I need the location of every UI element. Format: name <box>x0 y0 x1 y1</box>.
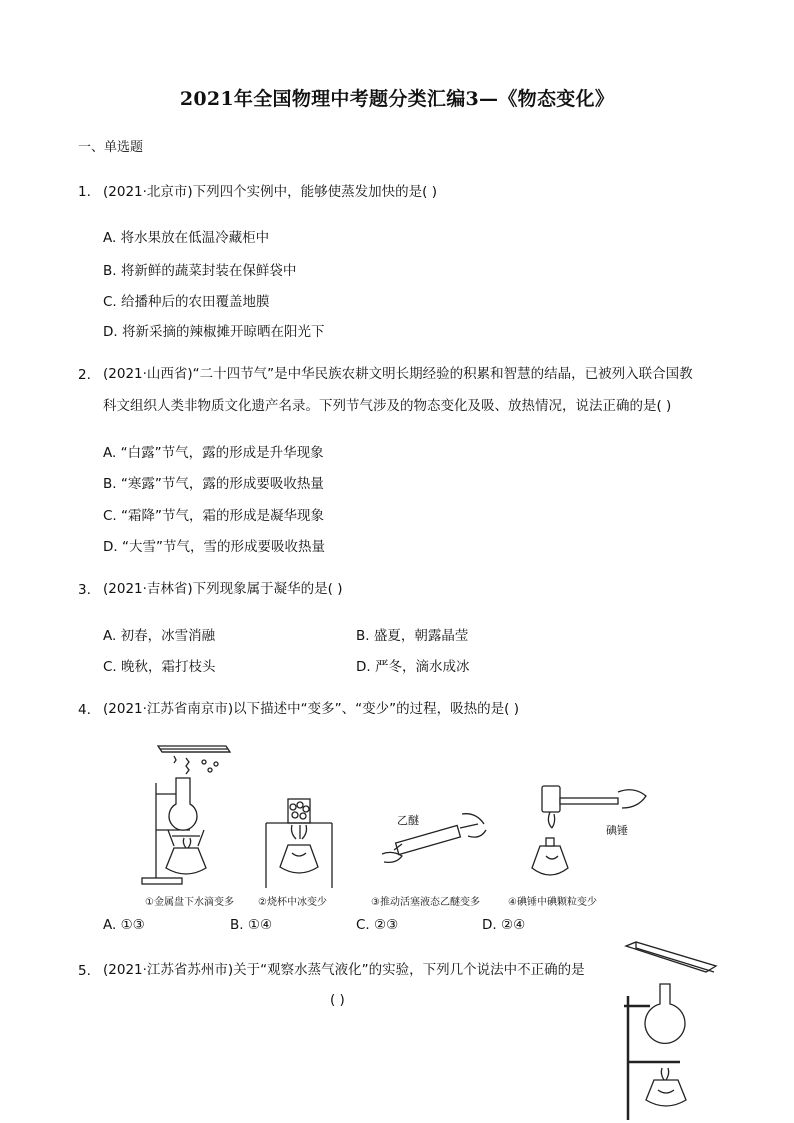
question-2-option-c: C. “霜降”节气，霜的形成是凝华现象 <box>103 508 324 524</box>
figure-caption-2: ②烧杯中冰变少 <box>258 897 327 908</box>
section-heading: 一、单选题 <box>78 140 144 155</box>
question-3-option-d: D. 严冬，滴水成冰 <box>356 659 470 675</box>
question-2-option-d: D. “大雪”节气，雪的形成要吸收热量 <box>103 539 325 555</box>
question-2-text-line2: 科文组织人类非物质文化遗产名录。下列节气涉及的物态变化及吸、放热情况，说法正确的是( ) <box>103 398 672 414</box>
figure-syringe-ether-apparatus <box>378 808 488 878</box>
figure-vapor-liquefaction-apparatus <box>618 940 722 1120</box>
label-ether: 乙醚 <box>397 814 419 827</box>
question-5-text: (2021·江苏省苏州市)关于“观察水蒸气液化”的实验，下列几个说法中不正确的是 <box>103 962 585 978</box>
question-3-number: 3. <box>78 582 91 598</box>
question-5-answer-paren: ( ) <box>330 992 345 1008</box>
question-4-text: (2021·江苏省南京市)以下描述中“变多”、“变少”的过程，吸热的是( ) <box>103 701 519 717</box>
page-title: 2021年全国物理中考题分类汇编3—《物态变化》 <box>179 88 615 110</box>
question-1-option-c: C. 给播种后的农田覆盖地膜 <box>103 294 270 310</box>
figure-iodine-hammer-apparatus <box>520 776 660 888</box>
question-1-option-a: A. 将水果放在低温冷藏柜中 <box>103 230 270 246</box>
question-3-option-c: C. 晚秋，霜打枝头 <box>103 659 216 675</box>
question-4-option-d: D. ②④ <box>482 917 526 933</box>
question-1-option-d: D. 将新采摘的辣椒摊开晾晒在阳光下 <box>103 324 325 340</box>
question-2-option-a: A. “白露”节气，露的形成是升华现象 <box>103 445 324 461</box>
question-4-option-c: C. ②③ <box>356 917 399 933</box>
question-2-option-b: B. “寒露”节气，露的形成要吸收热量 <box>103 476 324 492</box>
figure-beaker-ice-apparatus <box>262 795 336 890</box>
question-2-text-line1: (2021·山西省)“二十四节气”是中华民族农耕文明长期经验的积累和智慧的结晶，已被列入联合国教 <box>103 366 693 382</box>
question-3-text: (2021·吉林省)下列现象属于凝华的是( ) <box>103 581 343 597</box>
question-4-number: 4. <box>78 702 91 718</box>
question-1-text: (2021·北京市)下列四个实例中，能够使蒸发加快的是( ) <box>103 184 438 200</box>
question-5-number: 5. <box>78 963 91 979</box>
question-1-number: 1. <box>78 184 91 200</box>
figure-metal-plate-apparatus <box>138 738 258 888</box>
figure-caption-4: ④碘锤中碘颗粒变少 <box>508 897 597 908</box>
figure-caption-3: ③推动活塞液态乙醚变多 <box>371 897 480 908</box>
question-1-option-b: B. 将新鲜的蔬菜封装在保鲜袋中 <box>103 263 297 279</box>
question-2-number: 2. <box>78 367 91 383</box>
question-4-option-a: A. ①③ <box>103 917 145 933</box>
question-3-option-a: A. 初春，冰雪消融 <box>103 628 216 644</box>
question-3-option-b: B. 盛夏，朝露晶莹 <box>356 628 469 644</box>
label-iodine-hammer: 碘锤 <box>606 824 628 837</box>
figure-caption-1: ①金属盘下水滴变多 <box>145 897 234 908</box>
question-4-option-b: B. ①④ <box>230 917 273 933</box>
